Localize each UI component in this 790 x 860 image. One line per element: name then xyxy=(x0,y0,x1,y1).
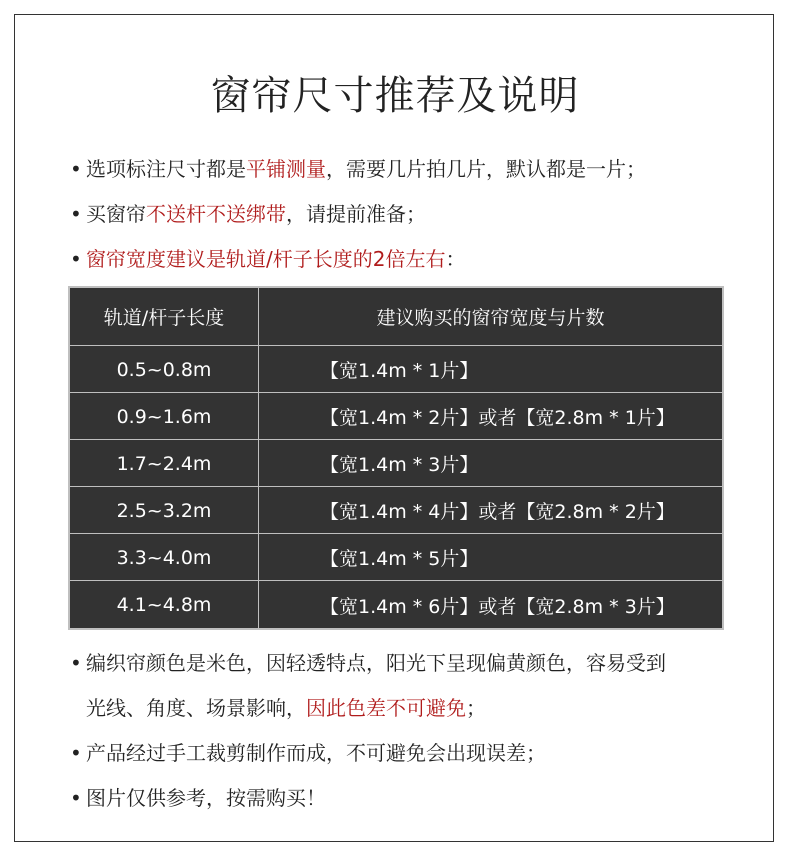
table-row xyxy=(70,533,722,581)
table-header-row xyxy=(70,288,722,345)
note-text: 选项标注尺寸都是 xyxy=(86,157,246,181)
note-text: ； xyxy=(466,696,486,720)
recommended-width-cell: 【宽1.4m * 2片】或者【宽2.8m * 1片】 xyxy=(320,407,675,429)
note-text: ，请提前准备； xyxy=(286,202,426,226)
track-length-cell: 3.3~4.0m xyxy=(116,546,212,569)
track-length-cell: 2.5~3.2m xyxy=(116,499,212,522)
bullet: • xyxy=(70,202,82,226)
track-length-cell: 0.9~1.6m xyxy=(116,405,212,428)
note-text: ： xyxy=(445,247,466,271)
recommended-width-cell: 【宽1.4m * 6片】或者【宽2.8m * 3片】 xyxy=(320,595,675,618)
bullet: • xyxy=(70,786,82,810)
bullet: • xyxy=(70,651,82,675)
note-highlight: 因此色差不可避免 xyxy=(306,696,466,720)
note-line-7 xyxy=(70,785,326,811)
table-row xyxy=(70,580,722,629)
track-length-cell: 0.5~0.8m xyxy=(116,358,212,381)
note-line-5 xyxy=(70,695,486,721)
bullet: • xyxy=(70,247,82,271)
recommended-width-cell: 【宽1.4m * 5片】 xyxy=(320,548,479,570)
recommended-width-cell: 【宽1.4m * 1片】 xyxy=(320,360,479,382)
table-row xyxy=(70,439,722,487)
page-title: 窗帘尺寸推荐及说明 xyxy=(210,73,580,119)
note-highlight: 平铺测量 xyxy=(246,157,326,181)
note-line-1 xyxy=(70,156,646,182)
note-text: 图片仅供参考，按需购买！ xyxy=(86,786,326,810)
note-line-3 xyxy=(70,246,465,272)
table-row xyxy=(70,486,722,534)
note-text: ，需要几片拍几片，默认都是一片； xyxy=(326,157,646,181)
header-recommended-width: 建议购买的窗帘宽度与片数 xyxy=(376,307,605,329)
note-line-2 xyxy=(70,201,426,227)
track-length-cell: 1.7~2.4m xyxy=(116,452,212,475)
track-length-cell: 4.1~4.8m xyxy=(116,594,212,616)
size-table xyxy=(68,286,724,630)
note-text: 编织帘颜色是米色，因轻透特点，阳光下呈现偏黄颜色，容易受到 xyxy=(86,651,666,675)
note-highlight: 窗帘宽度建议是轨道/杆子长度的2倍左右 xyxy=(86,247,446,271)
note-text: 产品经过手工裁剪制作而成，不可避免会出现误差； xyxy=(86,741,546,765)
note-highlight: 不送杆不送绑带 xyxy=(146,202,286,226)
header-track-length: 轨道/杆子长度 xyxy=(103,307,225,329)
bullet: • xyxy=(70,741,82,765)
note-text: 买窗帘 xyxy=(86,202,146,226)
table-row xyxy=(70,392,722,440)
note-line-6 xyxy=(70,740,546,766)
bullet: • xyxy=(70,157,82,181)
recommended-width-cell: 【宽1.4m * 3片】 xyxy=(320,454,479,476)
table-row xyxy=(70,345,722,393)
note-text: 光线、角度、场景影响， xyxy=(86,696,306,720)
note-line-4 xyxy=(70,650,666,676)
recommended-width-cell: 【宽1.4m * 4片】或者【宽2.8m * 2片】 xyxy=(320,501,675,523)
